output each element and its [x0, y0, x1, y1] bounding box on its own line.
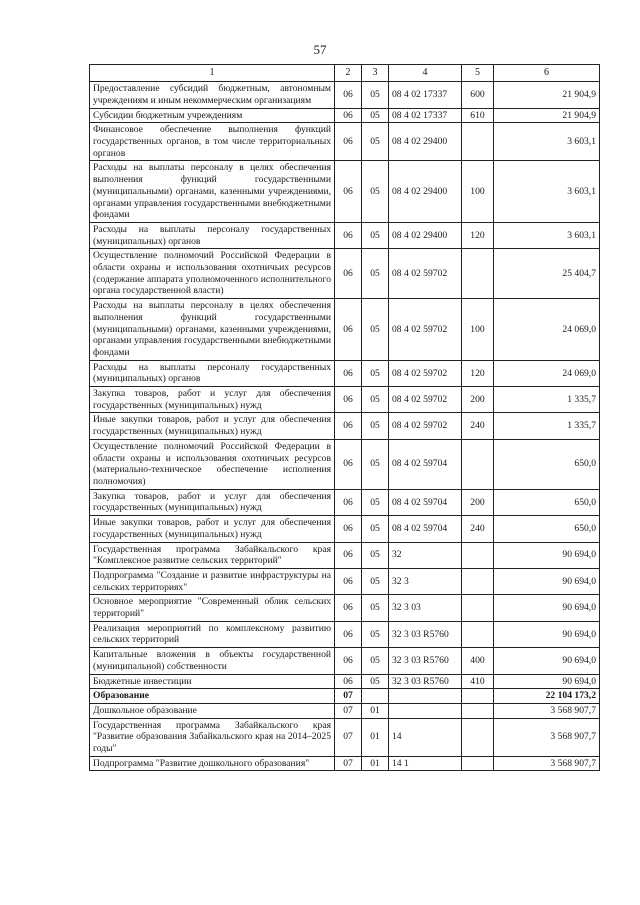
amount-cell: 24 069,0	[494, 360, 600, 386]
section-code-cell: 07	[335, 756, 362, 771]
target-article-cell	[389, 689, 462, 704]
table-row	[90, 161, 600, 223]
table-row	[90, 108, 600, 123]
expense-type-cell: 200	[462, 387, 494, 413]
row-name-cell: Расходы на выплаты персоналу государственных (муниципальных) органов	[90, 222, 335, 248]
section-code-cell: 06	[335, 222, 362, 248]
row-name-cell: Образование	[90, 689, 335, 704]
table-row	[90, 387, 600, 413]
row-name-cell: Государственная программа Забайкальского края "Комплексное развитие сельских территорий"	[90, 542, 335, 568]
section-code-cell: 07	[335, 703, 362, 718]
subsection-code-cell: 05	[362, 123, 389, 161]
header-cell: 3	[362, 65, 389, 82]
section-code-cell: 06	[335, 542, 362, 568]
amount-cell: 90 694,0	[494, 595, 600, 621]
row-name-cell: Иные закупки товаров, работ и услуг для обеспечения государственных (муниципальных) нужд	[90, 516, 335, 542]
target-article-cell: 08 4 02 29400	[389, 222, 462, 248]
table-row	[90, 674, 600, 689]
amount-cell: 21 904,9	[494, 82, 600, 108]
target-article-cell: 08 4 02 59702	[389, 360, 462, 386]
section-code-cell: 06	[335, 161, 362, 223]
amount-cell: 1 335,7	[494, 413, 600, 439]
row-name-cell: Капитальные вложения в объекты государственной (муниципальной) собственности	[90, 648, 335, 674]
table-row	[90, 703, 600, 718]
expense-type-cell: 120	[462, 360, 494, 386]
target-article-cell: 14	[389, 718, 462, 756]
subsection-code-cell: 05	[362, 489, 389, 515]
section-code-cell: 06	[335, 299, 362, 361]
expense-type-cell: 240	[462, 516, 494, 542]
expense-type-cell	[462, 123, 494, 161]
table-header-row	[90, 65, 600, 82]
target-article-cell: 08 4 02 17337	[389, 82, 462, 108]
target-article-cell: 32	[389, 542, 462, 568]
expense-type-cell: 610	[462, 108, 494, 123]
row-name-cell: Иные закупки товаров, работ и услуг для обеспечения государственных (муниципальных) нужд	[90, 413, 335, 439]
page-number: 57	[313, 42, 327, 57]
expense-type-cell	[462, 756, 494, 771]
subsection-code-cell: 05	[362, 542, 389, 568]
row-name-cell: Дошкольное образование	[90, 703, 335, 718]
table-row	[90, 82, 600, 108]
section-code-cell: 06	[335, 360, 362, 386]
amount-cell: 3 603,1	[494, 123, 600, 161]
target-article-cell: 08 4 02 59704	[389, 516, 462, 542]
row-name-cell: Бюджетные инвестиции	[90, 674, 335, 689]
amount-cell: 650,0	[494, 489, 600, 515]
section-code-cell: 06	[335, 108, 362, 123]
table-row	[90, 516, 600, 542]
target-article-cell	[389, 703, 462, 718]
table-row	[90, 123, 600, 161]
subsection-code-cell: 05	[362, 249, 389, 299]
header-cell: 4	[389, 65, 462, 82]
header-cell: 6	[494, 65, 600, 82]
amount-cell: 22 104 173,2	[494, 689, 600, 704]
section-code-cell: 06	[335, 516, 362, 542]
amount-cell: 90 694,0	[494, 621, 600, 647]
expense-type-cell: 400	[462, 648, 494, 674]
row-name-cell: Расходы на выплаты персоналу государственных (муниципальных) органов	[90, 360, 335, 386]
table-row	[90, 568, 600, 594]
target-article-cell: 08 4 02 59702	[389, 387, 462, 413]
table-row	[90, 648, 600, 674]
table-row	[90, 299, 600, 361]
row-name-cell: Закупка товаров, работ и услуг для обеспечения государственных (муниципальных) нужд	[90, 387, 335, 413]
subsection-code-cell: 05	[362, 621, 389, 647]
target-article-cell: 08 4 02 29400	[389, 123, 462, 161]
amount-cell: 90 694,0	[494, 568, 600, 594]
table-row	[90, 360, 600, 386]
amount-cell: 3 568 907,7	[494, 718, 600, 756]
subsection-code-cell: 05	[362, 222, 389, 248]
row-name-cell: Основное мероприятие "Современный облик сельских территорий"	[90, 595, 335, 621]
row-name-cell: Реализация мероприятий по комплексному развитию сельских территорий	[90, 621, 335, 647]
row-name-cell: Подпрограмма "Развитие дошкольного образования"	[90, 756, 335, 771]
table-row	[90, 489, 600, 515]
amount-cell: 3 568 907,7	[494, 703, 600, 718]
row-name-cell: Расходы на выплаты персоналу в целях обеспечения выполнения функций государственными (муниципальными) органами, казенными учреждениями, органами управления государственными внебюджетными фондами	[90, 299, 335, 361]
subsection-code-cell: 01	[362, 703, 389, 718]
subsection-code-cell: 05	[362, 82, 389, 108]
expense-type-cell: 200	[462, 489, 494, 515]
row-name-cell: Предоставление субсидий бюджетным, автономным учреждениям и иным некоммерческим организациям	[90, 82, 335, 108]
expense-type-cell	[462, 568, 494, 594]
row-name-cell: Расходы на выплаты персоналу в целях обеспечения выполнения функций государственными (муниципальными) органами, казенными учреждениями, органами управления государственными внебюджетными фондами	[90, 161, 335, 223]
expense-type-cell	[462, 249, 494, 299]
subsection-code-cell: 05	[362, 299, 389, 361]
expense-type-cell	[462, 595, 494, 621]
section-code-cell: 06	[335, 674, 362, 689]
table-row	[90, 249, 600, 299]
section-code-cell: 06	[335, 249, 362, 299]
expense-type-cell	[462, 703, 494, 718]
subsection-code-cell: 01	[362, 756, 389, 771]
subsection-code-cell: 05	[362, 360, 389, 386]
section-code-cell: 07	[335, 689, 362, 704]
target-article-cell: 32 3 03 R5760	[389, 674, 462, 689]
expense-type-cell	[462, 689, 494, 704]
section-code-cell: 06	[335, 489, 362, 515]
expense-type-cell	[462, 718, 494, 756]
table-row	[90, 595, 600, 621]
amount-cell: 21 904,9	[494, 108, 600, 123]
section-code-cell: 07	[335, 718, 362, 756]
amount-cell: 650,0	[494, 439, 600, 489]
target-article-cell: 08 4 02 59704	[389, 439, 462, 489]
amount-cell: 90 694,0	[494, 674, 600, 689]
header-cell: 5	[462, 65, 494, 82]
row-name-cell: Финансовое обеспечение выполнения функций государственных органов, в том числе территориальных органов	[90, 123, 335, 161]
section-code-cell: 06	[335, 387, 362, 413]
subsection-code-cell: 01	[362, 718, 389, 756]
target-article-cell: 14 1	[389, 756, 462, 771]
target-article-cell: 08 4 02 17337	[389, 108, 462, 123]
row-name-cell: Осуществление полномочий Российской Федерации в области охраны и использования охотничьих ресурсов (содержание аппарата уполномоченного исполнительного органа государственной власти)	[90, 249, 335, 299]
amount-cell: 650,0	[494, 516, 600, 542]
expense-type-cell	[462, 621, 494, 647]
subsection-code-cell: 05	[362, 387, 389, 413]
row-name-cell: Осуществление полномочий Российской Федерации в области охраны и использования охотничьих ресурсов (материально-техническое обеспечение исполнения полномочия)	[90, 439, 335, 489]
table-row	[90, 621, 600, 647]
table-row	[90, 413, 600, 439]
header-cell: 2	[335, 65, 362, 82]
expense-type-cell: 120	[462, 222, 494, 248]
expense-type-cell	[462, 542, 494, 568]
section-code-cell: 06	[335, 621, 362, 647]
target-article-cell: 08 4 02 29400	[389, 161, 462, 223]
target-article-cell: 32 3 03 R5760	[389, 621, 462, 647]
subsection-code-cell: 05	[362, 439, 389, 489]
budget-table	[89, 64, 600, 771]
section-code-cell: 06	[335, 568, 362, 594]
row-name-cell: Подпрограмма "Создание и развитие инфраструктуры на сельских территориях"	[90, 568, 335, 594]
section-code-cell: 06	[335, 595, 362, 621]
section-code-cell: 06	[335, 413, 362, 439]
amount-cell: 3 568 907,7	[494, 756, 600, 771]
target-article-cell: 08 4 02 59704	[389, 489, 462, 515]
table-row	[90, 718, 600, 756]
target-article-cell: 32 3	[389, 568, 462, 594]
expense-type-cell: 100	[462, 299, 494, 361]
subsection-code-cell: 05	[362, 161, 389, 223]
target-article-cell: 08 4 02 59702	[389, 299, 462, 361]
table-row	[90, 542, 600, 568]
target-article-cell: 32 3 03 R5760	[389, 648, 462, 674]
target-article-cell: 32 3 03	[389, 595, 462, 621]
row-name-cell: Закупка товаров, работ и услуг для обеспечения государственных (муниципальных) нужд	[90, 489, 335, 515]
subsection-code-cell: 05	[362, 108, 389, 123]
target-article-cell: 08 4 02 59702	[389, 249, 462, 299]
expense-type-cell: 240	[462, 413, 494, 439]
subsection-code-cell: 05	[362, 595, 389, 621]
subsection-code-cell: 05	[362, 413, 389, 439]
row-name-cell: Государственная программа Забайкальского края "Развитие образования Забайкальского края на 2014–2025 годы"	[90, 718, 335, 756]
table-row	[90, 689, 600, 704]
amount-cell: 25 404,7	[494, 249, 600, 299]
amount-cell: 90 694,0	[494, 542, 600, 568]
section-code-cell: 06	[335, 439, 362, 489]
expense-type-cell	[462, 439, 494, 489]
target-article-cell: 08 4 02 59702	[389, 413, 462, 439]
expense-type-cell: 410	[462, 674, 494, 689]
expense-type-cell: 600	[462, 82, 494, 108]
table-row	[90, 222, 600, 248]
amount-cell: 1 335,7	[494, 387, 600, 413]
subsection-code-cell: 05	[362, 568, 389, 594]
subsection-code-cell: 05	[362, 516, 389, 542]
amount-cell: 3 603,1	[494, 222, 600, 248]
amount-cell: 24 069,0	[494, 299, 600, 361]
section-code-cell: 06	[335, 82, 362, 108]
section-code-cell: 06	[335, 648, 362, 674]
header-cell: 1	[90, 65, 335, 82]
table-row	[90, 756, 600, 771]
section-code-cell: 06	[335, 123, 362, 161]
subsection-code-cell	[362, 689, 389, 704]
row-name-cell: Субсидии бюджетным учреждениям	[90, 108, 335, 123]
expense-type-cell: 100	[462, 161, 494, 223]
subsection-code-cell: 05	[362, 648, 389, 674]
amount-cell: 90 694,0	[494, 648, 600, 674]
table-row	[90, 439, 600, 489]
subsection-code-cell: 05	[362, 674, 389, 689]
amount-cell: 3 603,1	[494, 161, 600, 223]
